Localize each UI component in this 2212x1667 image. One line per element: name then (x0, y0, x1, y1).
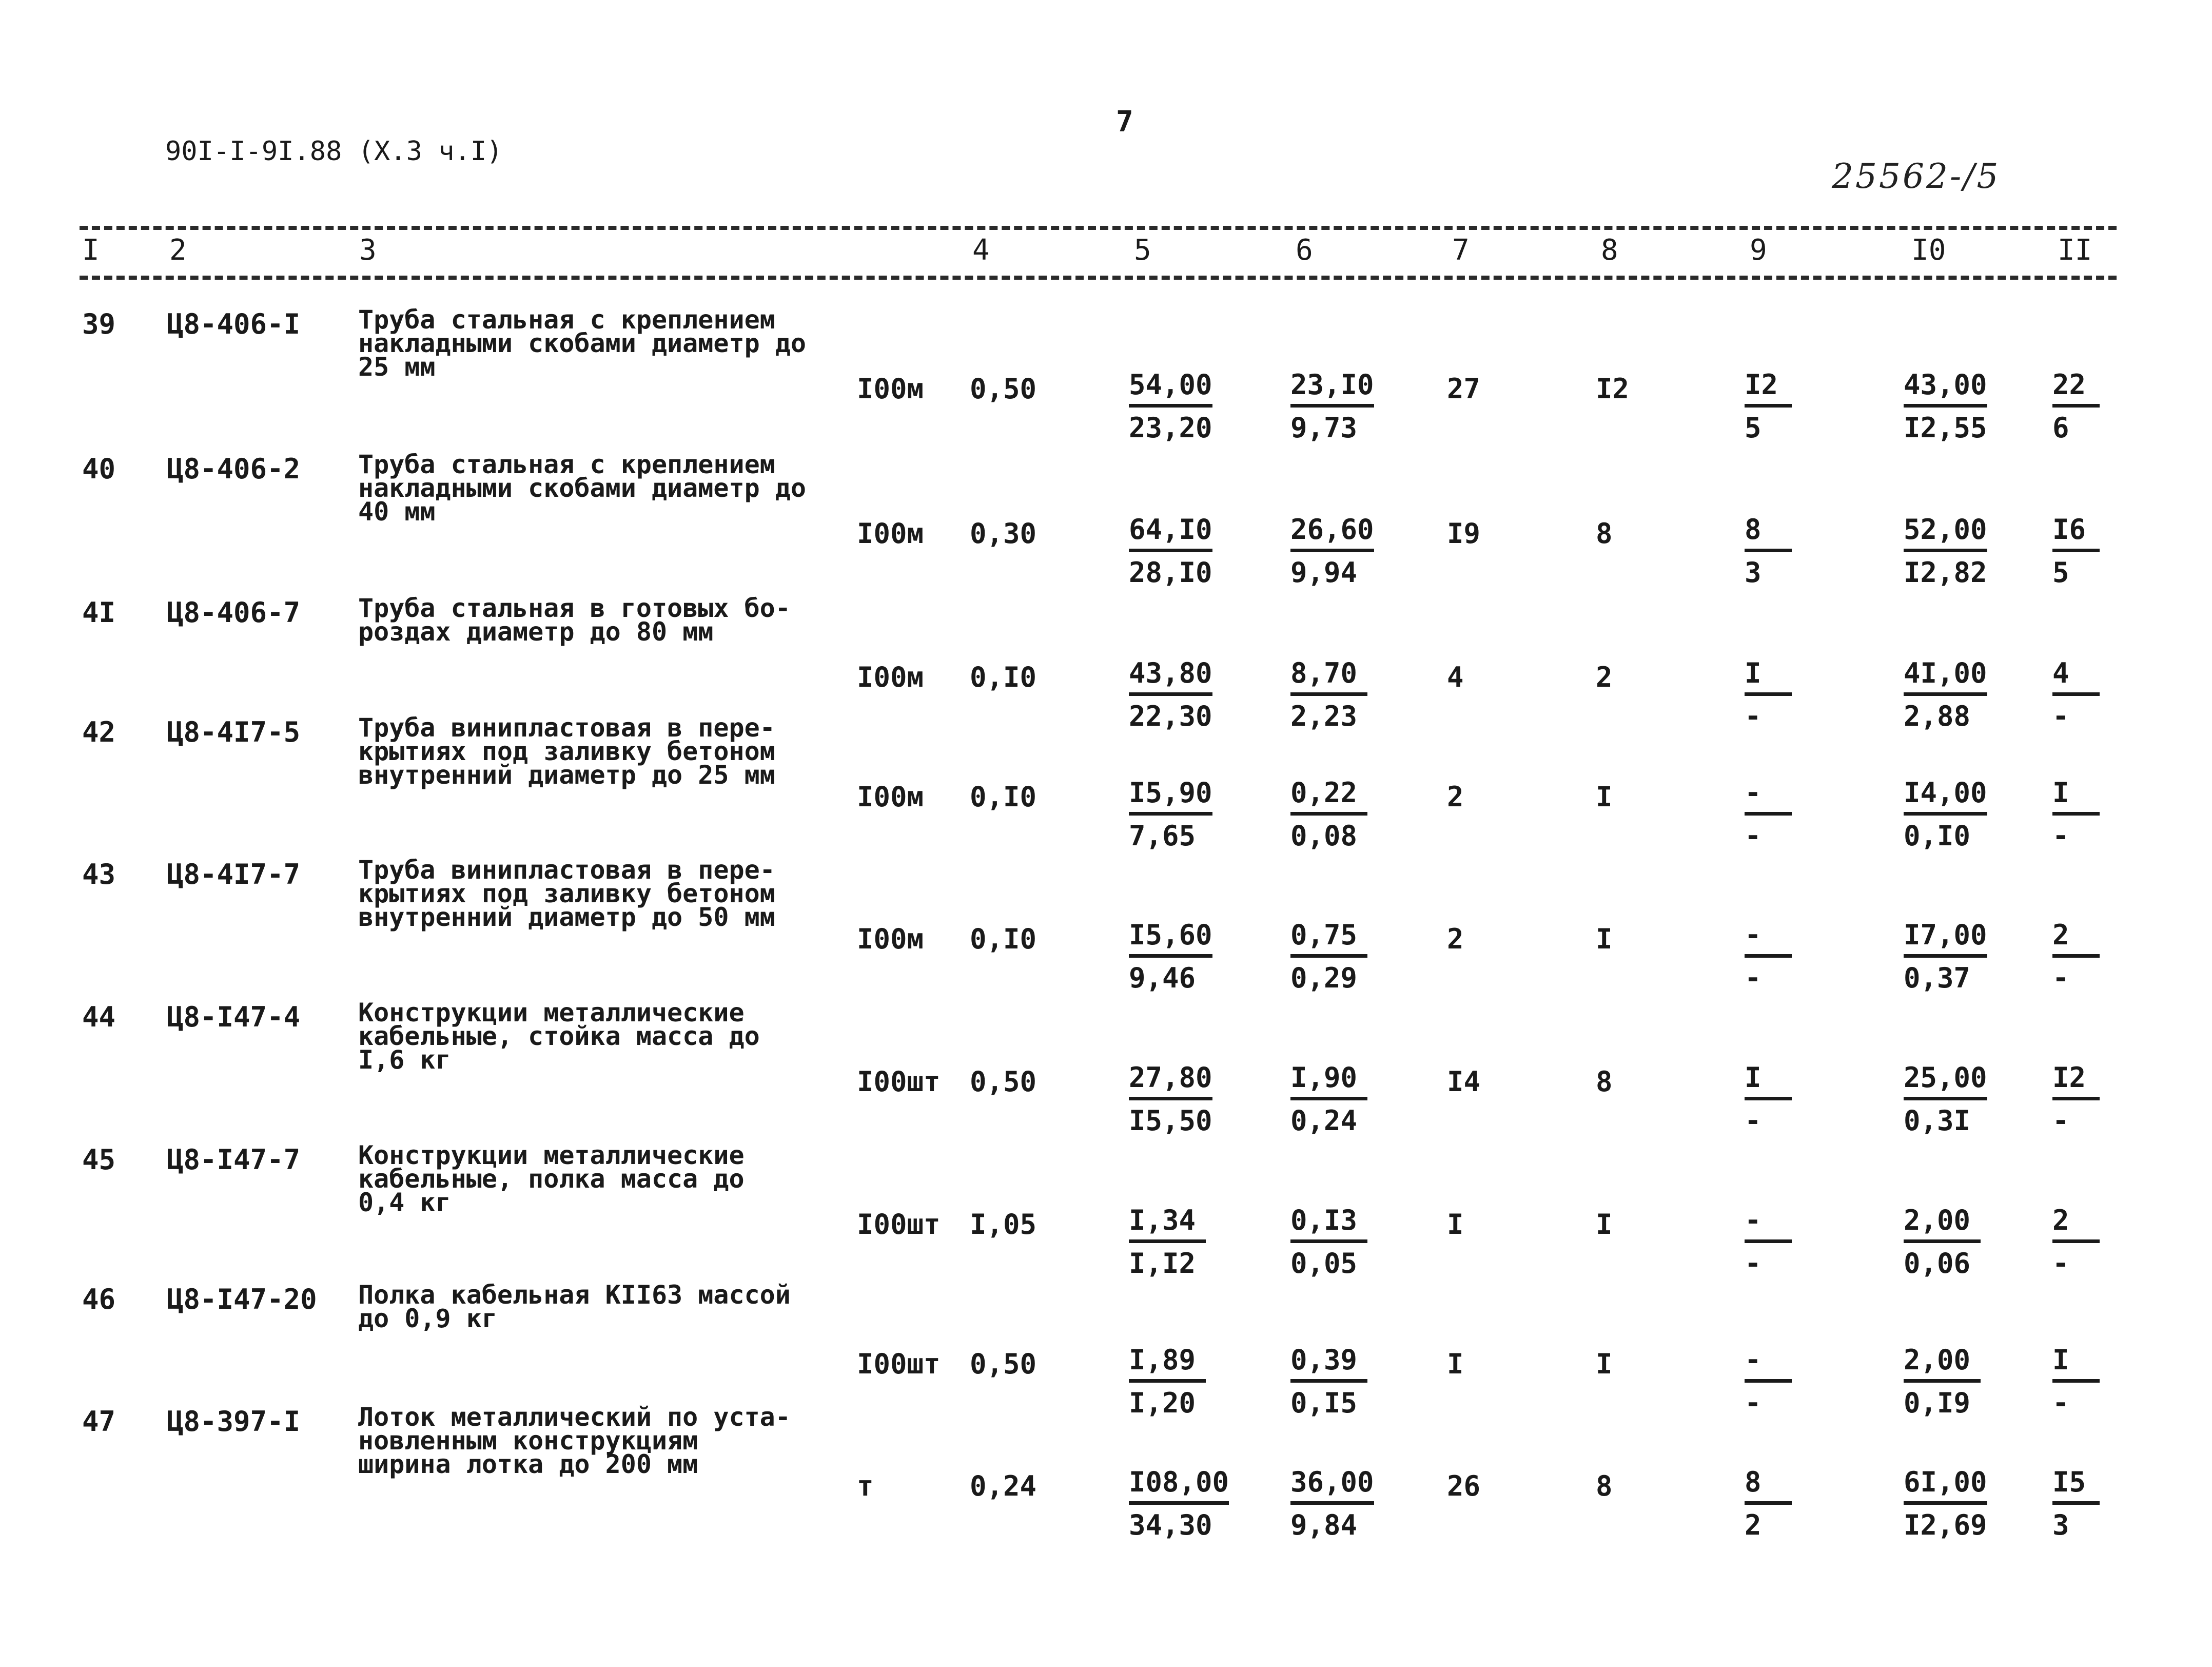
col9-fraction-denominator: - (1745, 1104, 1761, 1137)
column-header: 5 (1134, 234, 1151, 267)
col6-fraction-denominator: 9,73 (1290, 412, 1358, 444)
col10-fraction-numerator: I7,00 (1904, 919, 1987, 958)
col7-cell: 4 (1447, 661, 1464, 693)
quantity-cell: 0,50 (970, 1348, 1037, 1380)
col11-fraction (2052, 369, 2100, 444)
row-number-cell: 42 (82, 716, 116, 748)
col5-fraction-denominator: 23,20 (1129, 412, 1212, 444)
col5-fraction-denominator: I5,50 (1129, 1104, 1212, 1137)
col10-fraction-denominator: I2,55 (1904, 412, 1987, 444)
col10-fraction-denominator: 2,88 (1904, 700, 1971, 732)
quantity-cell: 0,I0 (970, 923, 1037, 955)
col8-cell: I (1596, 1208, 1613, 1240)
col6-fraction-numerator: 0,75 (1290, 919, 1367, 958)
col9-fraction-numerator: - (1745, 1204, 1792, 1243)
col9-fraction (1745, 1466, 1792, 1541)
col10-fraction-numerator: 2,00 (1904, 1344, 1981, 1383)
col10-fraction-denominator: 0,I9 (1904, 1387, 1971, 1419)
work-description-cell: Полка кабельная КII63 массой до 0,9 кг (358, 1280, 791, 1333)
work-description-cell: Труба стальная с креплением накладными скобами диаметр до 25 мм (358, 305, 806, 382)
col6-fraction-denominator: 0,I5 (1290, 1387, 1358, 1419)
sheet-code: 25562-/5 (1832, 157, 2001, 196)
col10-fraction-numerator: I4,00 (1904, 777, 1987, 816)
column-header: 3 (359, 234, 377, 267)
row-number-cell: 43 (82, 858, 116, 890)
col11-fraction (2052, 919, 2100, 994)
col6-fraction-denominator: 0,29 (1290, 962, 1358, 994)
col10-fraction (1904, 919, 1987, 994)
col8-cell: I (1596, 923, 1613, 955)
col11-fraction (2052, 1344, 2100, 1419)
col5-fraction-numerator: I,34 (1129, 1204, 1206, 1243)
col9-fraction-denominator: - (1745, 820, 1761, 852)
col7-cell: I (1447, 1348, 1464, 1380)
column-header: 2 (169, 234, 187, 267)
unit-cell: т (857, 1470, 874, 1502)
col6-fraction (1290, 369, 1374, 444)
col9-fraction (1745, 513, 1792, 589)
column-header: I (82, 234, 100, 267)
col6-fraction (1290, 1204, 1367, 1280)
row-number-cell: 44 (82, 1001, 116, 1033)
unit-cell: I00м (857, 923, 924, 955)
col5-fraction-numerator: 27,80 (1129, 1061, 1212, 1100)
col6-fraction-numerator: 23,I0 (1290, 369, 1374, 408)
row-number-cell: 4I (82, 596, 116, 629)
col8-cell: 8 (1596, 1065, 1613, 1098)
col11-fraction-numerator: 2 (2052, 919, 2100, 958)
col5-fraction (1129, 919, 1212, 994)
col6-fraction-denominator: 0,24 (1290, 1104, 1358, 1137)
unit-cell: I00м (857, 661, 924, 693)
col9-fraction-numerator: I (1745, 657, 1792, 696)
col11-fraction-denominator: - (2052, 962, 2069, 994)
work-description-cell: Труба винипластовая в пере- крытиях под заливку бетоном внутренний диаметр до 50 мм (358, 855, 775, 932)
col5-fraction-numerator: I08,00 (1129, 1466, 1229, 1505)
col6-fraction (1290, 1061, 1367, 1137)
quantity-cell: 0,I0 (970, 661, 1037, 693)
col9-fraction-numerator: I (1745, 1061, 1792, 1100)
col5-fraction-denominator: 9,46 (1129, 962, 1196, 994)
row-number-cell: 47 (82, 1405, 116, 1438)
column-header: I0 (1911, 234, 1946, 267)
col11-fraction (2052, 513, 2100, 589)
col5-fraction-numerator: I5,90 (1129, 777, 1212, 816)
col11-fraction (2052, 1204, 2100, 1280)
col11-fraction-numerator: 4 (2052, 657, 2100, 696)
col9-fraction (1745, 657, 1792, 732)
quantity-cell: 0,50 (970, 373, 1037, 405)
work-description-cell: Труба стальная с креплением накладными скобами диаметр до 40 мм (358, 450, 806, 527)
col5-fraction-denominator: 7,65 (1129, 820, 1196, 852)
col10-fraction-denominator: 0,3I (1904, 1104, 1971, 1137)
col6-fraction-numerator: 0,22 (1290, 777, 1367, 816)
col11-fraction (2052, 1466, 2100, 1541)
page-number: 7 (1116, 105, 1133, 139)
col10-fraction-numerator: 43,00 (1904, 369, 1987, 408)
col10-fraction-denominator: 0,06 (1904, 1247, 1971, 1280)
column-header: 9 (1750, 234, 1767, 267)
unit-cell: I00м (857, 373, 924, 405)
col9-fraction-numerator: - (1745, 777, 1792, 816)
col10-fraction-numerator: 52,00 (1904, 513, 1987, 552)
col7-cell: 26 (1447, 1470, 1481, 1502)
col8-cell: I (1596, 781, 1613, 813)
col6-fraction-denominator: 9,84 (1290, 1509, 1358, 1541)
col7-cell: 2 (1447, 923, 1464, 955)
col8-cell: I2 (1596, 373, 1630, 405)
rate-code-cell: Ц8-397-I (167, 1405, 301, 1438)
rate-code-cell: Ц8-4I7-5 (167, 716, 301, 748)
col5-fraction-numerator: I5,60 (1129, 919, 1212, 958)
col9-fraction-denominator: - (1745, 700, 1761, 732)
work-description-cell: Лоток металлический по уста- новленным конструкциям ширина лотка до 200 мм (358, 1402, 791, 1479)
rate-code-cell: Ц8-406-2 (167, 453, 301, 485)
col11-fraction-denominator: - (2052, 1387, 2069, 1419)
unit-cell: I00шт (857, 1208, 941, 1240)
col5-fraction-numerator: 54,00 (1129, 369, 1212, 408)
row-number-cell: 46 (82, 1283, 116, 1315)
work-description-cell: Труба стальная в готовых бо- роздах диаметр до 80 мм (358, 593, 791, 647)
rate-code-cell: Ц8-I47-20 (167, 1283, 317, 1315)
quantity-cell: 0,24 (970, 1470, 1037, 1502)
col7-cell: 27 (1447, 373, 1481, 405)
col10-fraction-numerator: 6I,00 (1904, 1466, 1987, 1505)
col9-fraction-denominator: 3 (1745, 556, 1761, 589)
row-number-cell: 40 (82, 453, 116, 485)
unit-cell: I00шт (857, 1065, 941, 1098)
col6-fraction-numerator: 8,70 (1290, 657, 1367, 696)
col6-fraction-denominator: 0,08 (1290, 820, 1358, 852)
col9-fraction-numerator: - (1745, 1344, 1792, 1383)
rate-code-cell: Ц8-I47-7 (167, 1143, 301, 1176)
column-header: II (2058, 234, 2092, 267)
col5-fraction-numerator: 64,I0 (1129, 513, 1212, 552)
col10-fraction (1904, 1344, 1981, 1419)
quantity-cell: 0,I0 (970, 781, 1037, 813)
col7-cell: I9 (1447, 517, 1481, 550)
col7-cell: I (1447, 1208, 1464, 1240)
col5-fraction-denominator: I,20 (1129, 1387, 1196, 1419)
col9-fraction-denominator: 5 (1745, 412, 1761, 444)
col5-fraction-denominator: 34,30 (1129, 1509, 1212, 1541)
col5-fraction-denominator: 22,30 (1129, 700, 1212, 732)
col9-fraction-numerator: - (1745, 919, 1792, 958)
column-header: 6 (1296, 234, 1313, 267)
col9-fraction (1745, 919, 1792, 994)
col11-fraction-numerator: 2 (2052, 1204, 2100, 1243)
col9-fraction-denominator: - (1745, 1387, 1761, 1419)
col8-cell: 8 (1596, 1470, 1613, 1502)
rate-code-cell: Ц8-I47-4 (167, 1001, 301, 1033)
col5-fraction-numerator: 43,80 (1129, 657, 1212, 696)
unit-cell: I00шт (857, 1348, 941, 1380)
col11-fraction-denominator: - (2052, 700, 2069, 732)
header-top-rule (80, 226, 2117, 230)
col11-fraction-numerator: I (2052, 1344, 2100, 1383)
col11-fraction (2052, 777, 2100, 852)
col11-fraction-denominator: - (2052, 820, 2069, 852)
col5-fraction (1129, 1466, 1229, 1541)
col8-cell: 8 (1596, 517, 1613, 550)
rate-code-cell: Ц8-4I7-7 (167, 858, 301, 890)
col11-fraction-denominator: 3 (2052, 1509, 2069, 1541)
col5-fraction (1129, 657, 1212, 732)
col6-fraction-denominator: 9,94 (1290, 556, 1358, 589)
col10-fraction (1904, 1061, 1987, 1137)
col10-fraction-numerator: 2,00 (1904, 1204, 1981, 1243)
row-number-cell: 39 (82, 308, 116, 340)
col10-fraction (1904, 513, 1987, 589)
col9-fraction-denominator: 2 (1745, 1509, 1761, 1541)
col6-fraction-numerator: 26,60 (1290, 513, 1374, 552)
col10-fraction-denominator: I2,82 (1904, 556, 1987, 589)
col7-cell: I4 (1447, 1065, 1481, 1098)
col10-fraction-numerator: 4I,00 (1904, 657, 1987, 696)
col6-fraction (1290, 513, 1374, 589)
col6-fraction (1290, 919, 1367, 994)
col11-fraction-denominator: 6 (2052, 412, 2069, 444)
col6-fraction-numerator: 0,39 (1290, 1344, 1367, 1383)
work-description-cell: Труба винипластовая в пере- крытиях под заливку бетоном внутренний диаметр до 25 мм (358, 713, 775, 790)
col6-fraction-numerator: I,90 (1290, 1061, 1367, 1100)
col11-fraction-denominator: 5 (2052, 556, 2069, 589)
col9-fraction-denominator: - (1745, 1247, 1761, 1280)
col5-fraction (1129, 369, 1212, 444)
col5-fraction-numerator: I,89 (1129, 1344, 1206, 1383)
col10-fraction (1904, 1204, 1981, 1280)
col10-fraction-numerator: 25,00 (1904, 1061, 1987, 1100)
unit-cell: I00м (857, 517, 924, 550)
col5-fraction (1129, 777, 1212, 852)
col5-fraction (1129, 513, 1212, 589)
col6-fraction (1290, 777, 1367, 852)
col10-fraction-denominator: 0,I0 (1904, 820, 1971, 852)
col10-fraction-denominator: 0,37 (1904, 962, 1971, 994)
col5-fraction-denominator: I,I2 (1129, 1247, 1196, 1280)
col5-fraction (1129, 1204, 1206, 1280)
col6-fraction (1290, 1466, 1374, 1541)
rate-code-cell: Ц8-406-7 (167, 596, 301, 629)
quantity-cell: 0,30 (970, 517, 1037, 550)
row-number-cell: 45 (82, 1143, 116, 1176)
col6-fraction (1290, 1344, 1367, 1419)
col10-fraction (1904, 1466, 1987, 1541)
col5-fraction (1129, 1061, 1212, 1137)
col10-fraction (1904, 369, 1987, 444)
col5-fraction (1129, 1344, 1206, 1419)
work-description-cell: Конструкции металлические кабельные, полка масса до 0,4 кг (358, 1140, 745, 1217)
col10-fraction-denominator: I2,69 (1904, 1509, 1987, 1541)
col11-fraction-numerator: I5 (2052, 1466, 2100, 1505)
col6-fraction-numerator: 36,00 (1290, 1466, 1374, 1505)
quantity-cell: 0,50 (970, 1065, 1037, 1098)
col6-fraction (1290, 657, 1367, 732)
col11-fraction (2052, 1061, 2100, 1137)
col6-fraction-numerator: 0,I3 (1290, 1204, 1367, 1243)
col11-fraction-numerator: I2 (2052, 1061, 2100, 1100)
col7-cell: 2 (1447, 781, 1464, 813)
quantity-cell: I,05 (970, 1208, 1037, 1240)
col10-fraction (1904, 657, 1987, 732)
col11-fraction-numerator: I6 (2052, 513, 2100, 552)
column-header: 8 (1601, 234, 1618, 267)
unit-cell: I00м (857, 781, 924, 813)
col9-fraction (1745, 777, 1792, 852)
col9-fraction (1745, 1061, 1792, 1137)
work-description-cell: Конструкции металлические кабельные, стойка масса до I,6 кг (358, 998, 760, 1075)
header-bottom-rule (80, 276, 2117, 280)
col5-fraction-denominator: 28,I0 (1129, 556, 1212, 589)
col11-fraction-denominator: - (2052, 1104, 2069, 1137)
col11-fraction-numerator: 22 (2052, 369, 2100, 408)
col9-fraction-numerator: 8 (1745, 1466, 1792, 1505)
column-header: 7 (1452, 234, 1470, 267)
col9-fraction (1745, 369, 1792, 444)
col11-fraction (2052, 657, 2100, 732)
col8-cell: 2 (1596, 661, 1613, 693)
col6-fraction-denominator: 2,23 (1290, 700, 1358, 732)
document-code: 90I-I-9I.88 (X.3 ч.I) (165, 136, 503, 167)
col10-fraction (1904, 777, 1987, 852)
column-header: 4 (972, 234, 990, 267)
rate-code-cell: Ц8-406-I (167, 308, 301, 340)
col9-fraction-numerator: I2 (1745, 369, 1792, 408)
col9-fraction (1745, 1344, 1792, 1419)
col9-fraction-denominator: - (1745, 962, 1761, 994)
col6-fraction-denominator: 0,05 (1290, 1247, 1358, 1280)
col9-fraction-numerator: 8 (1745, 513, 1792, 552)
col9-fraction (1745, 1204, 1792, 1280)
col8-cell: I (1596, 1348, 1613, 1380)
col11-fraction-denominator: - (2052, 1247, 2069, 1280)
col11-fraction-numerator: I (2052, 777, 2100, 816)
